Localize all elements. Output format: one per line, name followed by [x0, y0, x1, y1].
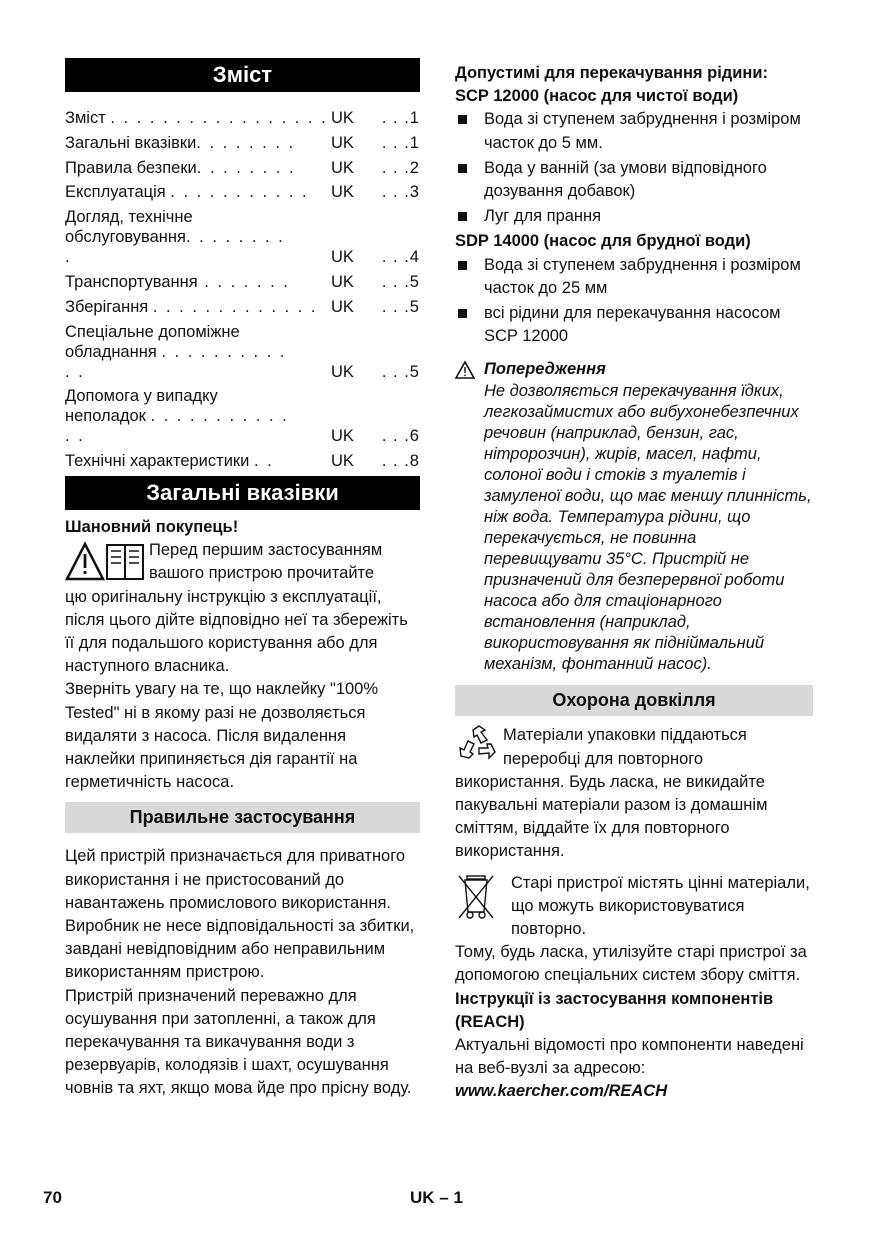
toc-leader-dots: . . . . . . . . . . . . .	[152, 297, 318, 316]
warning-book-icon	[65, 541, 149, 585]
list-item-text: всі рідини для перекачування насосом SCP 12000	[484, 304, 781, 346]
table-of-contents	[65, 108, 420, 471]
toc-leader-dots: . . . . . . . .	[196, 158, 296, 177]
toc-leader-dots: . . . . . . . . .	[65, 228, 285, 267]
list-item	[455, 108, 813, 154]
bullet-square-icon	[455, 108, 484, 154]
toc-row-title: Правила безпеки	[65, 158, 197, 177]
toc-row-title: Технічні характеристики	[65, 452, 250, 471]
toc-row-page: . . .6	[381, 427, 420, 446]
page-label: UK – 1	[410, 1188, 463, 1207]
toc-row-title: Догляд, технічне	[65, 208, 193, 227]
toc-title: Зміст	[65, 58, 420, 92]
toc-leader-dots: . . . . . . . .	[196, 133, 296, 152]
sticker-notice: Зверніть увагу на те, що наклейку "100% Tested" ні в якому разі не дозволяється видаляти з насоса. Після видалення наклейки припиняється дія гарантії на герметичність насоса.	[65, 680, 379, 792]
reach-text: Актуальні відомості про компоненти наведені на веб-вузлі за адресою:	[455, 1036, 804, 1078]
intro-text-rest: цю оригінальну інструкцію з експлуатації, після цього дійте відповідно неї та збережіть її для подальшого користування або для наступного власника.	[65, 587, 408, 676]
proper-use-title: Правильне застосування	[65, 802, 420, 833]
sdp-heading: SDP 14000 (насос для брудної води)	[455, 232, 751, 251]
environment-title: Охорона довкілля	[455, 685, 813, 716]
fluids-heading: Допустимі для перекачування рідини:	[455, 64, 769, 82]
toc-row-page: . . .3	[381, 183, 420, 202]
toc-row-lang: UK	[331, 297, 354, 316]
proper-use-p3: Пристрій призначений переважно для осушування при затопленні, а також для перекачування та викачування води з резервуарів, колодязів і шахт, осушування човнів та яхт, якщо мова йде про прісну воду.	[65, 986, 412, 1098]
list-item-text: Луг для прання	[484, 207, 602, 226]
toc-leader-dots: . . . . . . . . . . . .	[65, 342, 287, 381]
toc-row-title: Експлуатація	[65, 183, 166, 202]
bullet-square-icon	[455, 302, 484, 348]
reach-heading: Інструкції із застосування компонентів (REACH)	[455, 989, 774, 1031]
toc-row-page: . . .1	[381, 133, 420, 152]
right-column	[455, 58, 813, 1104]
recycle-text-first: Матеріали упаковки піддаються переробці для повторного	[503, 726, 747, 768]
toc-row-title: Загальні вказівки	[65, 133, 197, 152]
toc-row-lang: UK	[331, 427, 354, 446]
toc-row-title: Транспортування	[65, 272, 198, 291]
left-column	[65, 58, 420, 1101]
general-section-title: Загальні вказівки	[65, 476, 420, 510]
toc-row-title: Допомога у випадку	[65, 387, 218, 406]
toc-row[interactable]	[65, 322, 420, 382]
toc-row-page: . . .8	[381, 452, 420, 471]
page-number: 70	[43, 1188, 62, 1207]
crossed-bin-icon	[455, 872, 511, 924]
warning-title: Попередження	[484, 360, 606, 379]
list-item-text: Вода зі ступенем забруднення і розміром часток до 5 мм.	[484, 110, 801, 152]
list-item-text: Вода у ванній (за умови відповідного дозування добавок)	[484, 158, 767, 201]
toc-row[interactable]	[65, 451, 420, 471]
bullet-square-icon	[455, 254, 484, 300]
toc-row-page: . . .2	[381, 158, 420, 177]
list-item-text: Вода зі ступенем забруднення і розміром часток до 25 мм	[484, 255, 801, 297]
weee-text-first: Старі пристрої містять цінні матеріали, що можуть використовуватися повторно.	[511, 873, 810, 939]
toc-row[interactable]	[65, 158, 420, 178]
weee-text-rest: Тому, будь ласка, утилізуйте старі пристрої за допомогою спеціальних систем збору сміття.	[455, 943, 807, 985]
weee-block	[455, 872, 813, 942]
toc-row[interactable]	[65, 108, 420, 128]
toc-row-title-cont: обладнання	[65, 342, 157, 361]
toc-row-page: . . .1	[381, 109, 420, 127]
toc-row[interactable]	[65, 133, 420, 153]
toc-row-page: . . .4	[381, 248, 420, 267]
toc-row[interactable]	[65, 207, 420, 267]
toc-row[interactable]	[65, 297, 420, 317]
toc-row-page: . . .5	[381, 272, 420, 291]
recycle-icon	[455, 724, 503, 764]
recycle-block	[455, 724, 813, 770]
toc-row-title: Зміст	[65, 109, 106, 127]
list-item	[455, 254, 813, 300]
toc-row-title: Спеціальне допоміжне	[65, 322, 240, 341]
toc-row-lang: UK	[331, 109, 354, 127]
toc-leader-dots: . . . . . . . . . . . . .	[65, 407, 289, 446]
proper-use-p2: Виробник не несе відповідальності за збитки, завдані невідповідним або неправильним використанням пристрою.	[65, 917, 415, 982]
toc-row-lang: UK	[331, 452, 354, 471]
warning-heading	[455, 358, 813, 381]
list-item	[455, 302, 813, 348]
scp-heading: SCP 12000 (насос для чистої води)	[455, 87, 739, 106]
warning-text: Не дозволяється перекачування їдких, легкозаймистих або вибухонебезпечних речовин (наприклад, бензин, гас, нітророзчин), жирів, масел, нафти, солоної води і стоків з туалетів і замуленої води, що має меншу плинність, ніж вода. Температура рідини, що перекачується, не повинна перевищувати 35°C. Пристрій не призначений для безперервної роботи насоса або для стаціонарного встановлення (наприклад, використовування як підніймальний механізм, фонтанний насос).	[484, 382, 812, 674]
greeting: Шановний покупець!	[65, 517, 239, 536]
toc-leader-dots: . . . . . . . . . . .	[170, 183, 309, 202]
recycle-text-rest: використання. Будь ласка, не викидайте пакувальні матеріали разом із домашнім сміттям, віддайте їх для повторного використання.	[455, 772, 768, 861]
toc-row[interactable]	[65, 272, 420, 292]
reach-url-link[interactable]: www.kaercher.com/REACH	[455, 1082, 668, 1101]
bullet-square-icon	[455, 205, 484, 228]
proper-use-p1: Цей пристрій призначається для приватного використання і не пристосований до навантажень промислового використання.	[65, 847, 406, 912]
toc-row[interactable]	[65, 182, 420, 202]
intro-text-first: Перед першим застосуванням вашого пристрою прочитайте	[149, 541, 383, 583]
toc-row-page: . . .5	[381, 297, 420, 316]
toc-row-title: Зберігання	[65, 297, 149, 316]
toc-leader-dots: . . . . . . . . . . . . . . . . .	[110, 109, 328, 127]
read-manual-block	[65, 539, 420, 585]
toc-row-lang: UK	[331, 362, 354, 381]
warning-triangle-icon	[455, 360, 484, 380]
toc-row-page: . . .5	[381, 362, 420, 381]
toc-row-lang: UK	[331, 158, 354, 177]
toc-row-lang: UK	[331, 183, 354, 202]
toc-row[interactable]	[65, 386, 420, 446]
bullet-square-icon	[455, 157, 484, 203]
toc-row-lang: UK	[331, 133, 354, 152]
toc-row-title-cont: неполадок	[65, 407, 146, 426]
toc-row-lang: UK	[331, 272, 354, 291]
list-item	[455, 205, 813, 228]
toc-leader-dots: . .	[253, 452, 274, 471]
toc-row-lang: UK	[331, 248, 354, 267]
list-item	[455, 157, 813, 203]
toc-row-title-cont: обслуговування	[65, 228, 186, 247]
toc-leader-dots: . . . . . . .	[197, 272, 290, 291]
